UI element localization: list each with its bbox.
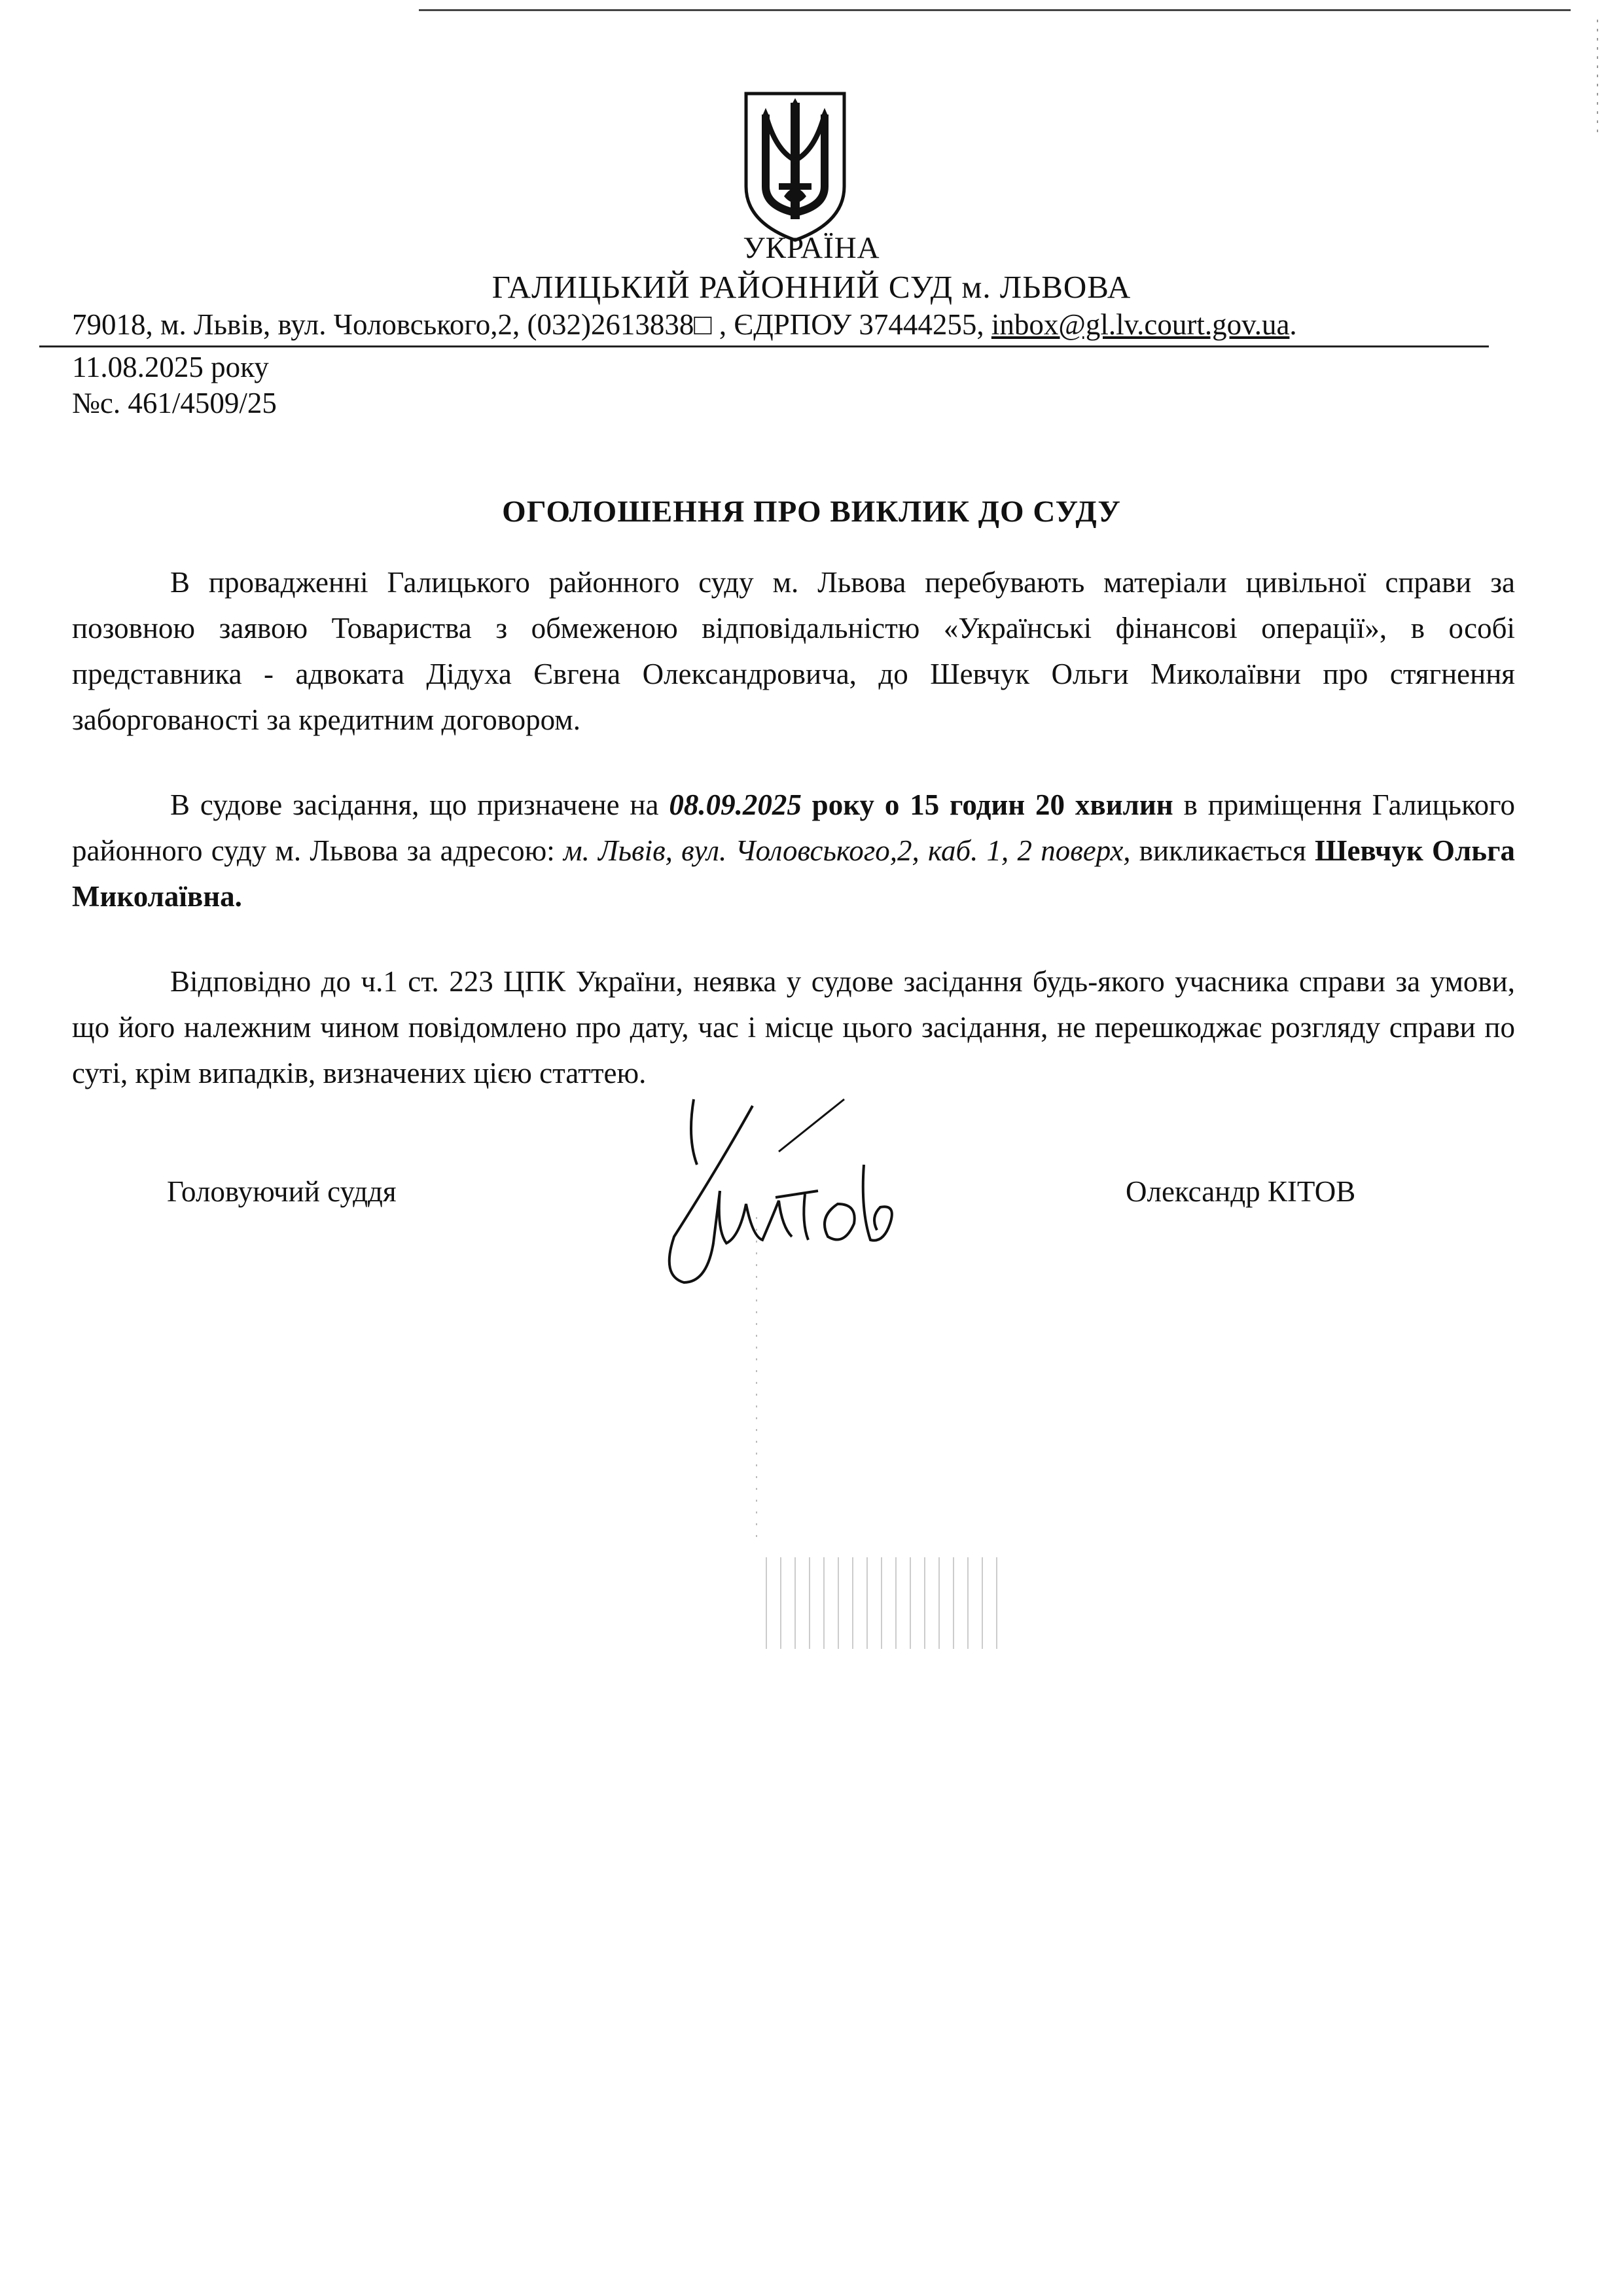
email-suffix: .	[1289, 308, 1297, 341]
country-name: УКРАЇНА	[743, 231, 880, 265]
hearing-date: 08.09.2025	[669, 788, 802, 821]
scan-noise	[766, 1557, 1001, 1649]
paragraph-summons	[72, 782, 1515, 919]
scan-noise	[756, 1217, 757, 1544]
scan-edge-line	[419, 9, 1571, 11]
summons-text-3: викликається	[1130, 834, 1315, 867]
court-address	[72, 308, 1486, 342]
address-text: 79018, м. Львів, вул. Чоловського,2, (032)2613838□ , ЄДРПОУ 37444255,	[72, 308, 991, 341]
signatory-role: Головуючий суддя	[167, 1175, 397, 1208]
summons-text-1: В судове засідання, що призначене на	[170, 788, 669, 821]
document-date: 11.08.2025 року	[72, 351, 269, 383]
paragraph-proceedings: В провадженні Галицького районного суду м. Львова перебувають матеріали цивільної справи за позовною заявою Товариства з обмеженою відповідальністю «Українські фінансові операції», в особі представника - адвоката Дідуха Євгена Олександровича, до Шевчук Ольги Миколаївни про стягнення заборгованості за кредитним договором.	[72, 566, 1515, 736]
case-number: №с. 461/4509/25	[72, 387, 277, 419]
handwritten-signature	[648, 1086, 962, 1309]
summons-text-2: в приміщення Галицького районного суду м. Львова за адресою:	[72, 788, 1515, 867]
signatory-name: Олександр КІТОВ	[1126, 1175, 1356, 1208]
hearing-time: року о 15 годин 20 хвилин	[801, 788, 1173, 821]
court-name: ГАЛИЦЬКИЙ РАЙОННИЙ СУД м. ЛЬВОВА	[491, 269, 1132, 305]
summoned-person: Шевчук Ольга Миколаївна.	[72, 834, 1516, 913]
hearing-address: м. Львів, вул. Чоловського,2, каб. 1, 2 поверх,	[563, 834, 1131, 867]
trident-emblem-icon	[740, 88, 851, 245]
paragraph-legal-notice: Відповідно до ч.1 ст. 223 ЦПК України, неявка у судове засідання будь-якого учасника справи за умови, що його належним чином повідомлено про дату, час і місце цього засідання, не перешкоджає розгляду справи по суті, крім випадків, визначених цією статтею.	[72, 965, 1515, 1089]
header-rule	[39, 345, 1489, 347]
document-title: ОГОЛОШЕННЯ ПРО ВИКЛИК ДО СУДУ	[502, 495, 1121, 529]
court-email: inbox@gl.lv.court.gov.ua	[991, 308, 1290, 341]
scan-noise	[1597, 20, 1598, 137]
